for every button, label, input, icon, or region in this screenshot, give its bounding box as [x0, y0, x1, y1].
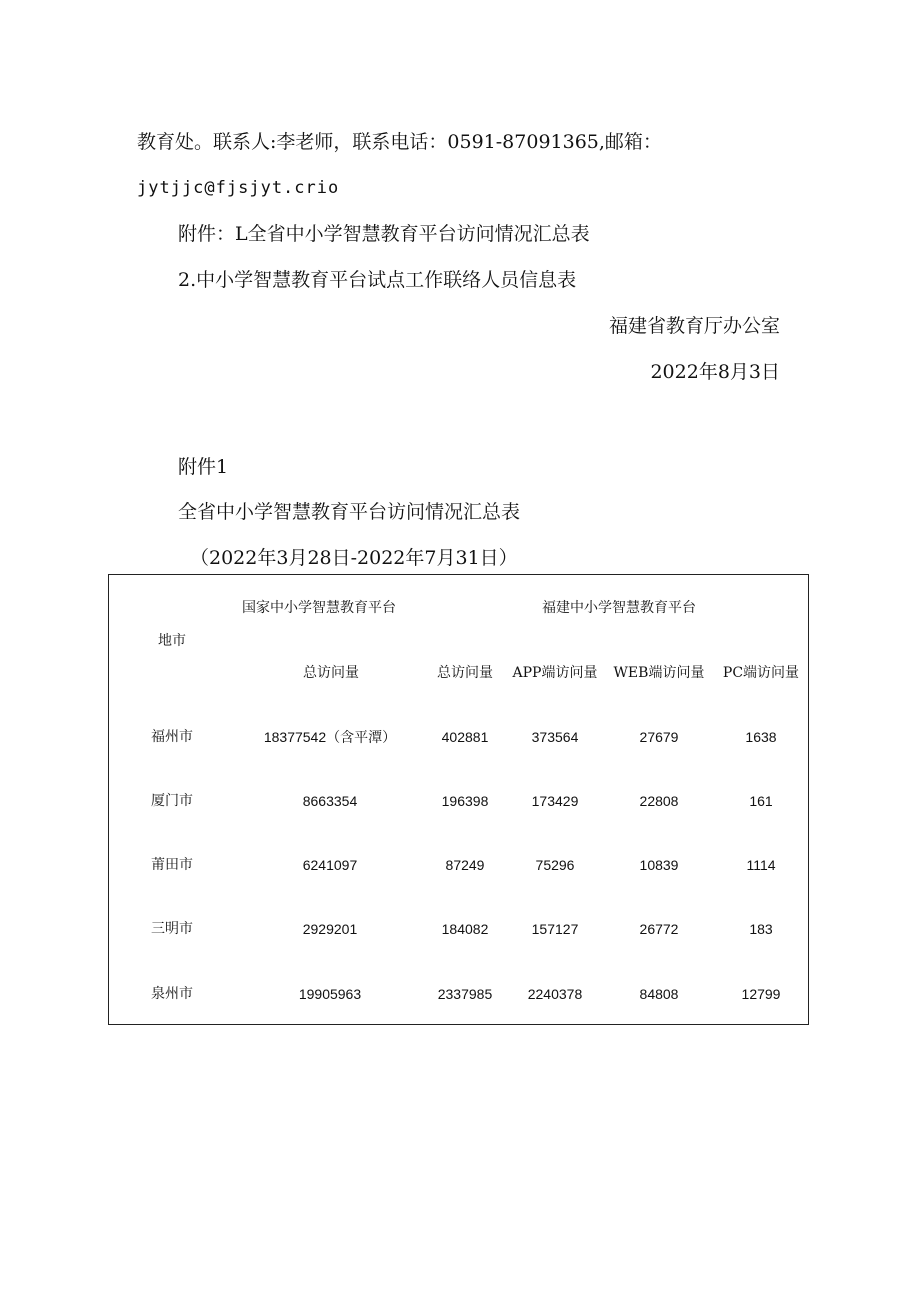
row-3-city: 莆田市	[151, 857, 193, 873]
row-5-city: 泉州市	[151, 986, 193, 1002]
signature-date: 2022年8月3日	[650, 361, 780, 383]
appendix-period: （2022年3月28日-2022年7月31日）	[190, 547, 518, 569]
row-5-app: 2240378	[527, 986, 583, 1002]
row-1-app: 373564	[531, 729, 579, 745]
row-3-app: 75296	[535, 857, 575, 873]
row-1-total: 402881	[441, 729, 489, 745]
row-2-app: 173429	[531, 793, 579, 809]
header-web: WEB端访问量	[613, 665, 705, 681]
row-2-city: 厦门市	[151, 793, 193, 809]
appendix-label: 附件1	[178, 456, 229, 478]
row-1-city: 福州市	[151, 729, 193, 745]
row-2-national: 8663354	[302, 793, 358, 809]
row-2-pc: 161	[749, 793, 773, 809]
contact-email: jytjjc@fjsjyt.crio	[137, 178, 340, 198]
header-fujian-total: 总访问量	[437, 665, 493, 681]
appendix-title: 全省中小学智慧教育平台访问情况汇总表	[178, 501, 521, 523]
row-3-national: 6241097	[302, 857, 358, 873]
row-3-total: 87249	[445, 857, 485, 873]
attachment-item-2: 2.中小学智慧教育平台试点工作联络人员信息表	[178, 269, 577, 291]
row-5-pc: 12799	[741, 986, 781, 1002]
header-fujian-group: 福建中小学智慧教育平台	[542, 600, 696, 616]
row-1-pc: 1638	[745, 729, 777, 745]
row-2-web: 22808	[639, 793, 679, 809]
header-app: APP端访问量	[512, 665, 598, 681]
row-4-total: 184082	[441, 921, 489, 937]
signature-org: 福建省教育厅办公室	[608, 315, 780, 337]
row-2-total: 196398	[441, 793, 489, 809]
row-4-web: 26772	[639, 921, 679, 937]
row-4-city: 三明市	[151, 921, 193, 937]
header-city: 地市	[158, 633, 186, 649]
row-5-national: 19905963	[298, 986, 362, 1002]
row-1-national: 18377542（含平潭）	[263, 729, 397, 745]
contact-line: 教育处。联系人:李老师，联系电话：0591-87091365,邮箱：	[137, 131, 662, 153]
attachment-item-1: 附件：L全省中小学智慧教育平台访问情况汇总表	[178, 223, 590, 245]
row-3-pc: 1114	[746, 857, 776, 873]
header-national-total: 总访问量	[303, 665, 359, 681]
row-4-app: 157127	[531, 921, 579, 937]
row-5-total: 2337985	[437, 986, 493, 1002]
row-3-web: 10839	[639, 857, 679, 873]
row-4-national: 2929201	[302, 921, 358, 937]
header-national-group: 国家中小学智慧教育平台	[242, 600, 396, 616]
row-1-web: 27679	[639, 729, 679, 745]
row-5-web: 84808	[639, 986, 679, 1002]
summary-table	[108, 574, 809, 1025]
header-pc: PC端访问量	[722, 665, 800, 681]
row-4-pc: 183	[749, 921, 773, 937]
